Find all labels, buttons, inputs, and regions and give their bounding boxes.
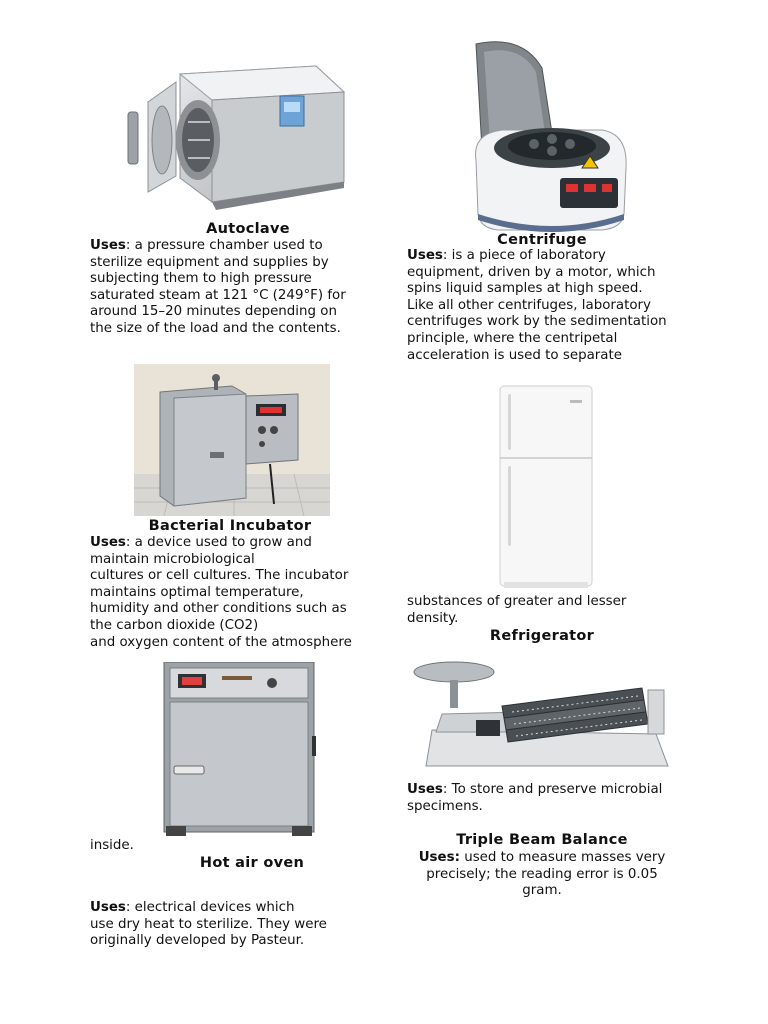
refrigerator-title: Refrigerator	[489, 628, 595, 644]
uses-label: Uses:	[418, 850, 460, 865]
uses-label: Uses	[407, 782, 443, 797]
hot-air-oven-title: Hot air oven	[199, 855, 305, 871]
centrifuge-description-continued: substances of greater and lesser density.	[407, 594, 627, 626]
triple-beam-balance-image	[412, 660, 674, 774]
incubator-description: Uses: a device used to grow and maintain microbiological cultures or cell cultures. The incubator maintains optimal temperature, humidity and other conditions such as the carbon dioxide (CO2) and oxygen content of the atmosphere	[90, 535, 352, 650]
refrigerator-image	[494, 382, 598, 590]
incubator-title: Bacterial Incubator	[148, 518, 312, 534]
hot-air-oven-image	[162, 662, 316, 836]
triple-beam-balance-title: Triple Beam Balance	[456, 832, 628, 848]
autoclave-title: Autoclave	[206, 221, 290, 237]
incubator-description-continued: inside.	[90, 838, 134, 853]
autoclave-image	[120, 52, 348, 218]
centrifuge-description: Uses: is a piece of laboratory equipment, driven by a motor, which spins liquid samples at high speed. Like all other centrifuges, laboratory centrifuges work by the sedimentation principle, where the centripetal acceleration is used to separate	[407, 248, 667, 363]
uses-label: Uses	[90, 900, 126, 915]
uses-label: Uses	[90, 535, 126, 550]
refrigerator-description: Uses: To store and preserve microbial specimens.	[407, 782, 663, 814]
uses-label: Uses	[407, 248, 443, 263]
centrifuge-title: Centrifuge	[497, 232, 587, 248]
uses-label: Uses	[90, 238, 126, 253]
triple-beam-balance-description: Uses: used to measure masses very precisely; the reading error is 0.05 gram.	[418, 850, 666, 899]
incubator-image	[134, 364, 330, 516]
hot-air-oven-description: Uses: electrical devices which use dry heat to sterilize. They were originally developed by Pasteur.	[90, 900, 327, 949]
autoclave-description: Uses: a pressure chamber used to sterilize equipment and supplies by subjecting them to high pressure saturated steam at 121 °C (249°F) for around 15–20 minutes depending on the size of the load and the contents.	[90, 238, 346, 336]
centrifuge-image	[462, 38, 632, 234]
